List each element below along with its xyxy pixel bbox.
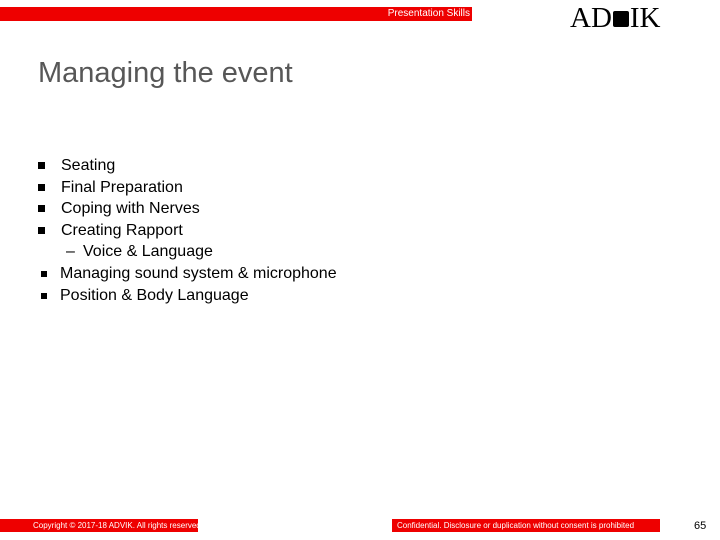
copyright-text: Copyright © 2017-18 ADVIK. All rights reserved.: [33, 521, 203, 530]
section-label: Presentation Skills: [387, 8, 470, 19]
dash-bullet: –: [66, 243, 75, 261]
list-item: [38, 177, 678, 199]
bullet-text: Managing sound system & microphone: [60, 264, 337, 282]
slide-title: Managing the event: [38, 57, 293, 89]
logo-text-right: IK: [629, 2, 661, 34]
bullet-list: [38, 155, 678, 306]
square-bullet-icon: [38, 227, 45, 234]
sub-list-item: [38, 241, 678, 263]
bullet-text: Seating: [61, 157, 116, 174]
footer-copyright-bar: [0, 519, 203, 532]
square-bullet-icon: [41, 271, 47, 277]
bullet-text: Final Preparation: [61, 178, 183, 196]
square-bullet-icon: [38, 184, 45, 191]
bullet-text: Position & Body Language: [60, 286, 249, 304]
bullet-text: Creating Rapport: [61, 221, 183, 239]
list-item: [38, 155, 678, 177]
sub-bullet-text: Voice & Language: [83, 243, 213, 261]
confidential-text: Confidential. Disclosure or duplication without consent is prohibited: [397, 521, 635, 530]
footer-confidential-bar: [392, 519, 660, 532]
square-bullet-icon: [613, 11, 629, 27]
company-logo: [570, 1, 661, 35]
logo-text-left: AD: [570, 2, 612, 34]
bullet-text: Coping with Nerves: [61, 200, 200, 218]
list-item: [38, 263, 678, 285]
square-bullet-icon: [38, 162, 45, 169]
page-number: 65: [694, 520, 707, 532]
header-bar: [0, 7, 472, 21]
list-item: [38, 285, 678, 307]
square-bullet-icon: [38, 205, 45, 212]
list-item: [38, 220, 678, 242]
square-bullet-icon: [41, 293, 47, 299]
list-item: [38, 198, 678, 220]
